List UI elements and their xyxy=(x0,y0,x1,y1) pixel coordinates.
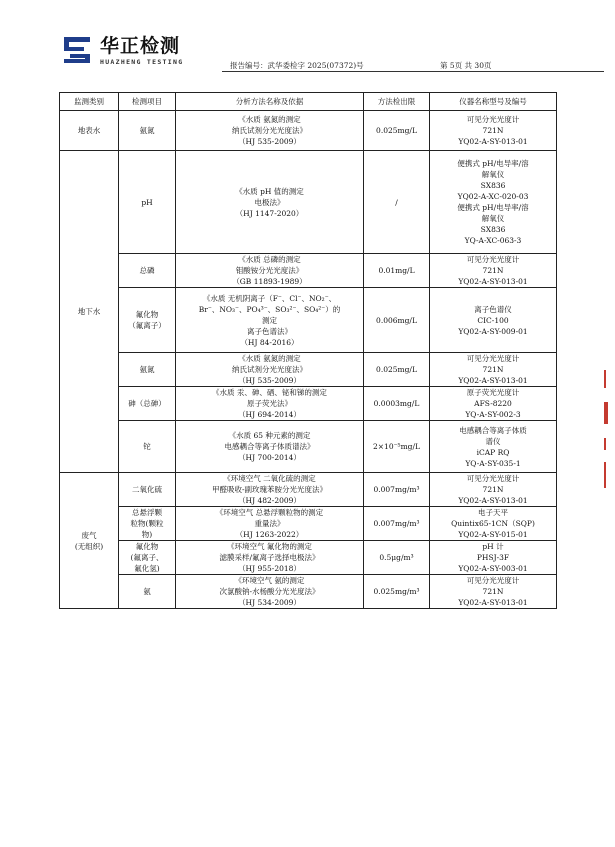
instrument-cell xyxy=(430,254,557,288)
table-row xyxy=(60,111,557,151)
table-row xyxy=(60,421,557,473)
method-line: 滤膜采样/氟离子选择电极法》 xyxy=(219,553,320,562)
item-cell xyxy=(119,288,176,353)
instrument-cell xyxy=(430,541,557,575)
instrument-cell xyxy=(430,507,557,541)
table-row xyxy=(60,288,557,353)
category-cell xyxy=(60,473,119,609)
table-row xyxy=(60,254,557,288)
instrument-line: 可见分光光度计 xyxy=(466,474,520,483)
method-line: （HJ 482-2009） xyxy=(238,496,301,505)
seal-stamp-edge xyxy=(598,360,615,490)
item-line: 粒物(颗粒 xyxy=(130,519,164,528)
item-line: 氨氮 xyxy=(139,365,155,374)
category-cell xyxy=(60,151,119,473)
brand-name-en: HUAZHENG TESTING xyxy=(100,58,184,66)
page-number: 第 5页 共 30页 xyxy=(440,61,492,70)
instrument-line: iCAP RQ xyxy=(476,447,510,457)
table-header-row xyxy=(60,93,557,111)
method-cell xyxy=(176,507,364,541)
instrument-cell xyxy=(430,421,557,473)
method-line: 《水质 汞、砷、硒、铋和锑的测定 xyxy=(212,388,327,397)
item-line: 氟化氢) xyxy=(134,564,160,573)
instrument-line: YQ-A-SY-035-1 xyxy=(465,458,521,468)
instrument-line: 可见分光光度计 xyxy=(466,354,520,363)
method-cell xyxy=(176,151,364,254)
instrument-line: 721N xyxy=(482,365,504,374)
method-line: （HJ 535-2009） xyxy=(238,137,301,146)
instrument-line: 721N xyxy=(482,126,504,135)
item-line: 总悬浮颗 xyxy=(132,508,162,517)
instrument-line: 可见分光光度计 xyxy=(466,115,520,124)
item-cell xyxy=(119,541,176,575)
item-line: 铊 xyxy=(143,442,151,451)
col-header-category: 监测类别 xyxy=(60,93,119,111)
table-row xyxy=(60,541,557,575)
item-cell xyxy=(119,111,176,151)
instrument-line: 解氧仪 xyxy=(481,214,505,223)
method-line: Br⁻、NO₃⁻、PO₄³⁻、SO₃²⁻、SO₄²⁻）的 xyxy=(198,304,341,314)
method-line: 次氯酸钠-水杨酸分光光度法》 xyxy=(219,587,320,596)
category-label: 废气 xyxy=(81,530,97,540)
instrument-line: YQ02-A-SY-009-01 xyxy=(458,326,528,336)
category-cell xyxy=(60,111,119,151)
report-header xyxy=(62,34,557,74)
method-line: （HJ 955-2018） xyxy=(238,564,301,573)
method-line: 《水质 氨氮的测定 xyxy=(238,354,301,363)
instrument-cell xyxy=(430,111,557,151)
method-line: 测定 xyxy=(262,315,277,325)
category-label: 地下水 xyxy=(77,307,101,316)
limit-cell: 0.0003mg/L xyxy=(364,387,430,421)
instrument-cell xyxy=(430,288,557,353)
item-line: 砷（总砷） xyxy=(128,399,166,408)
method-line: 《水质 65 种元素的测定 xyxy=(228,431,311,440)
header-rule xyxy=(222,71,604,72)
instrument-line: Quintix65-1CN（SQP) xyxy=(451,519,535,528)
instrument-line: SX836 xyxy=(480,181,506,190)
method-line: 离子色谱法》 xyxy=(247,326,292,336)
instrument-line: YQ02-A-SY-013-01 xyxy=(458,376,528,385)
method-line: 电感耦合等离子体质谱法》 xyxy=(224,442,315,451)
limit-cell: 0.006mg/L xyxy=(364,288,430,353)
report-number: 报告编号：武华委检字 2025(07372)号 xyxy=(230,61,364,70)
instrument-line: YQ02-A-XC-020-03 xyxy=(457,192,529,201)
method-line: （HJ 1147-2020） xyxy=(235,208,304,218)
instrument-line: YQ02-A-SY-015-01 xyxy=(458,530,528,539)
method-line: 《环境空气 氟化物的测定 xyxy=(227,542,312,551)
instrument-line: YQ02-A-SY-013-01 xyxy=(458,137,528,146)
method-line: 《环境空气 总悬浮颗粒物的测定 xyxy=(215,508,324,517)
method-cell xyxy=(176,111,364,151)
instrument-line: YQ02-A-SY-013-01 xyxy=(458,277,528,286)
method-line: 《水质 无机阴离子（F⁻、Cl⁻、NO₂⁻、 xyxy=(202,293,337,303)
item-line: (氟离子、 xyxy=(130,553,164,562)
item-line: （氟离子） xyxy=(128,321,166,330)
limit-cell: 0.025mg/m³ xyxy=(364,575,430,609)
table-row xyxy=(60,151,557,254)
method-line: （HJ 535-2009） xyxy=(238,376,301,385)
instrument-line: PHSJ-3F xyxy=(476,553,510,562)
method-line: 《水质 pH 值的测定 xyxy=(235,186,304,196)
instrument-line: pH 计 xyxy=(482,542,504,551)
table-row xyxy=(60,575,557,609)
table-row xyxy=(60,473,557,507)
item-cell xyxy=(119,254,176,288)
method-line: 《环境空气 氨的测定 xyxy=(234,576,305,585)
item-cell xyxy=(119,473,176,507)
item-line: 氨氮 xyxy=(139,126,155,135)
table-body xyxy=(60,111,557,609)
item-line: 氨 xyxy=(143,587,151,596)
instrument-cell xyxy=(430,575,557,609)
limit-cell: 0.01mg/L xyxy=(364,254,430,288)
table-row xyxy=(60,507,557,541)
col-header-method: 分析方法名称及依据 xyxy=(176,93,364,111)
limit-cell: 0.025mg/L xyxy=(364,111,430,151)
instrument-line: YQ-A-XC-063-3 xyxy=(464,236,522,245)
instrument-line: CIC-100 xyxy=(477,315,509,325)
method-line: 《环境空气 二氧化硫的测定 xyxy=(223,474,316,483)
instrument-line: 可见分光光度计 xyxy=(466,255,520,264)
instrument-cell xyxy=(430,387,557,421)
category-label: (无组织) xyxy=(74,541,104,551)
method-line: 重量法》 xyxy=(254,519,285,528)
instrument-line: 便携式 pH/电导率/溶 xyxy=(457,159,529,168)
method-line: 钼酸铵分光光度法》 xyxy=(235,266,304,275)
instrument-line: YQ02-A-SY-013-01 xyxy=(458,598,528,607)
col-header-limit: 方法检出限 xyxy=(364,93,430,111)
instrument-line: 谱仪 xyxy=(485,436,501,446)
item-cell xyxy=(119,421,176,473)
instrument-line: 721N xyxy=(482,587,504,596)
item-cell xyxy=(119,575,176,609)
method-cell xyxy=(176,473,364,507)
item-line: 总磷 xyxy=(139,266,155,275)
category-label: 地表水 xyxy=(77,126,101,135)
instrument-line: YQ02-A-SY-003-01 xyxy=(458,564,528,573)
method-table xyxy=(59,92,557,609)
item-line: 氟化物 xyxy=(135,542,159,551)
instrument-cell xyxy=(430,151,557,254)
method-line: （HJ 84-2016） xyxy=(240,337,299,347)
method-line: 《水质 氨氮的测定 xyxy=(238,115,301,124)
item-cell xyxy=(119,507,176,541)
limit-cell: 2×10⁻⁵mg/L xyxy=(364,421,430,473)
item-cell xyxy=(119,151,176,254)
method-cell xyxy=(176,575,364,609)
method-cell xyxy=(176,421,364,473)
instrument-line: YQ02-A-SY-013-01 xyxy=(458,496,528,505)
item-cell xyxy=(119,387,176,421)
item-cell xyxy=(119,353,176,387)
method-line: 纳氏试剂分光光度法》 xyxy=(232,365,307,374)
method-line: 甲醛吸收-副玫瑰苯胺分光光度法》 xyxy=(211,485,328,494)
instrument-line: 可见分光光度计 xyxy=(466,576,520,585)
table-row xyxy=(60,353,557,387)
method-line: 电极法》 xyxy=(254,197,285,207)
huazheng-logo-icon xyxy=(62,34,92,64)
instrument-line: 解氧仪 xyxy=(481,170,505,179)
instrument-line: AFS-8220 xyxy=(474,399,512,408)
method-line: （HJ 694-2014） xyxy=(238,410,301,419)
limit-cell: 0.025mg/L xyxy=(364,353,430,387)
instrument-cell xyxy=(430,353,557,387)
instrument-line: YQ-A-SY-002-3 xyxy=(465,410,521,419)
instrument-line: 离子色谱仪 xyxy=(474,304,512,314)
instrument-line: SX836 xyxy=(480,225,506,234)
method-cell xyxy=(176,387,364,421)
item-line: 二氧化硫 xyxy=(132,485,162,494)
method-line: 纳氏试剂分光光度法》 xyxy=(232,126,307,135)
method-cell xyxy=(176,541,364,575)
method-line: （HJ 534-2009） xyxy=(238,598,301,607)
method-cell xyxy=(176,288,364,353)
brand-name-cn: 华正检测 xyxy=(100,35,181,57)
item-line: 物) xyxy=(141,530,153,539)
limit-cell: 0.5μg/m³ xyxy=(364,541,430,575)
instrument-cell xyxy=(430,473,557,507)
item-line: 氟化物 xyxy=(135,310,159,319)
method-line: 原子荧光法》 xyxy=(247,399,292,408)
instrument-line: 721N xyxy=(482,485,504,494)
method-line: （HJ 700-2014） xyxy=(238,453,301,462)
method-line: （GB 11893-1989） xyxy=(232,277,307,286)
instrument-line: 便携式 pH/电导率/溶 xyxy=(457,203,529,212)
method-line: 《水质 总磷的测定 xyxy=(238,255,301,264)
instrument-line: 721N xyxy=(482,266,504,275)
method-cell xyxy=(176,254,364,288)
method-cell xyxy=(176,353,364,387)
instrument-line: 电感耦合等离子体质 xyxy=(459,425,527,435)
col-header-item: 检测项目 xyxy=(119,93,176,111)
table-row xyxy=(60,387,557,421)
instrument-line: 电子天平 xyxy=(478,508,508,517)
limit-cell: / xyxy=(364,151,430,254)
limit-cell: 0.007mg/m³ xyxy=(364,473,430,507)
limit-cell: 0.007mg/m³ xyxy=(364,507,430,541)
instrument-line: 原子荧光光度计 xyxy=(466,388,520,397)
method-line: （HJ 1263-2022） xyxy=(235,530,304,539)
item-line: pH xyxy=(141,197,153,207)
col-header-instrument: 仪器名称型号及编号 xyxy=(430,93,557,111)
